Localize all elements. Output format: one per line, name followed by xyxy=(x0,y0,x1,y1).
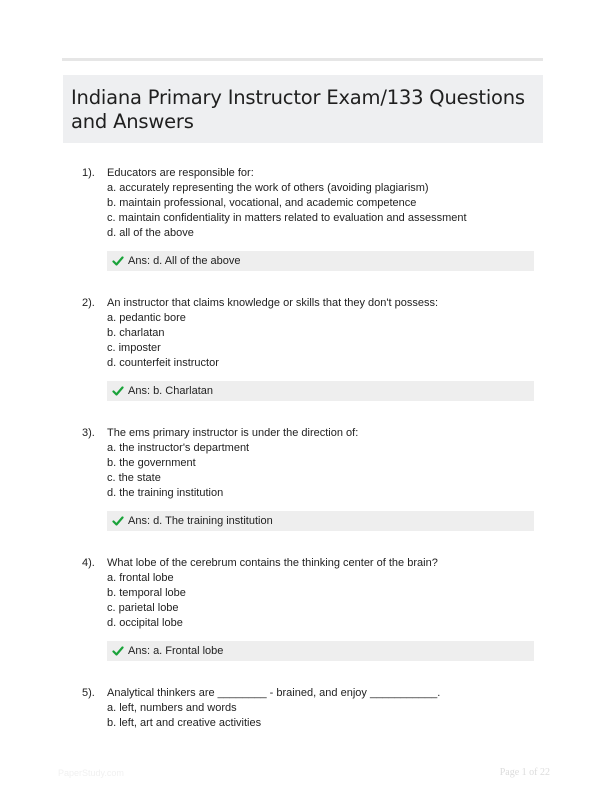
option-b: b. maintain professional, vocational, and academic competence xyxy=(107,197,417,209)
option-a: a. frontal lobe xyxy=(107,572,174,584)
question-2 xyxy=(0,296,606,401)
question-list xyxy=(0,166,606,756)
option-d: d. occipital lobe xyxy=(107,617,183,629)
answer-box xyxy=(107,381,534,401)
answer-box xyxy=(107,511,534,531)
checkmark-icon xyxy=(112,645,124,657)
page-title: Indiana Primary Instructor Exam/133 Questions and Answers xyxy=(71,86,525,133)
question-number: 5). xyxy=(82,687,95,699)
checkmark-icon xyxy=(112,515,124,527)
checkmark-icon xyxy=(112,255,124,267)
question-text: Educators are responsible for: xyxy=(107,167,254,179)
question-number: 3). xyxy=(82,427,95,439)
answer-box xyxy=(107,641,534,661)
option-a: a. pedantic bore xyxy=(107,312,186,324)
option-d: d. counterfeit instructor xyxy=(107,357,219,369)
option-b: b. temporal lobe xyxy=(107,587,186,599)
option-d: d. the training institution xyxy=(107,487,224,499)
question-text: The ems primary instructor is under the direction of: xyxy=(107,427,359,439)
question-4 xyxy=(0,556,606,661)
option-c: c. imposter xyxy=(107,342,161,354)
footer-site: PaperStudy.com xyxy=(58,768,124,778)
option-c: c. maintain confidentiality in matters related to evaluation and assessment xyxy=(107,212,467,224)
answer-text: Ans: a. Frontal lobe xyxy=(128,645,224,657)
answer-text: Ans: d. The training institution xyxy=(128,515,273,527)
page-number: Page 1 of 22 xyxy=(499,767,550,778)
option-a: a. the instructor's department xyxy=(107,442,250,454)
question-text: An instructor that claims knowledge or skills that they don't possess: xyxy=(107,297,439,309)
question-3 xyxy=(0,426,606,531)
question-5 xyxy=(0,686,606,731)
option-b: b. left, art and creative activities xyxy=(107,717,262,729)
question-1 xyxy=(0,166,606,271)
title-banner xyxy=(63,75,543,143)
option-b: b. charlatan xyxy=(107,327,165,339)
question-number: 1). xyxy=(82,167,95,179)
question-text: Analytical thinkers are ________ - brained, and enjoy ___________. xyxy=(107,687,441,699)
option-c: c. the state xyxy=(107,472,161,484)
option-b: b. the government xyxy=(107,457,196,469)
question-number: 4). xyxy=(82,557,95,569)
answer-text: Ans: d. All of the above xyxy=(128,255,241,267)
option-d: d. all of the above xyxy=(107,227,194,239)
checkmark-icon xyxy=(112,385,124,397)
answer-box xyxy=(107,251,534,271)
question-number: 2). xyxy=(82,297,95,309)
answer-text: Ans: b. Charlatan xyxy=(128,385,213,397)
option-a: a. left, numbers and words xyxy=(107,702,237,714)
question-text: What lobe of the cerebrum contains the thinking center of the brain? xyxy=(107,557,438,569)
option-a: a. accurately representing the work of others (avoiding plagiarism) xyxy=(107,182,429,194)
option-c: c. parietal lobe xyxy=(107,602,179,614)
top-divider xyxy=(62,58,543,61)
